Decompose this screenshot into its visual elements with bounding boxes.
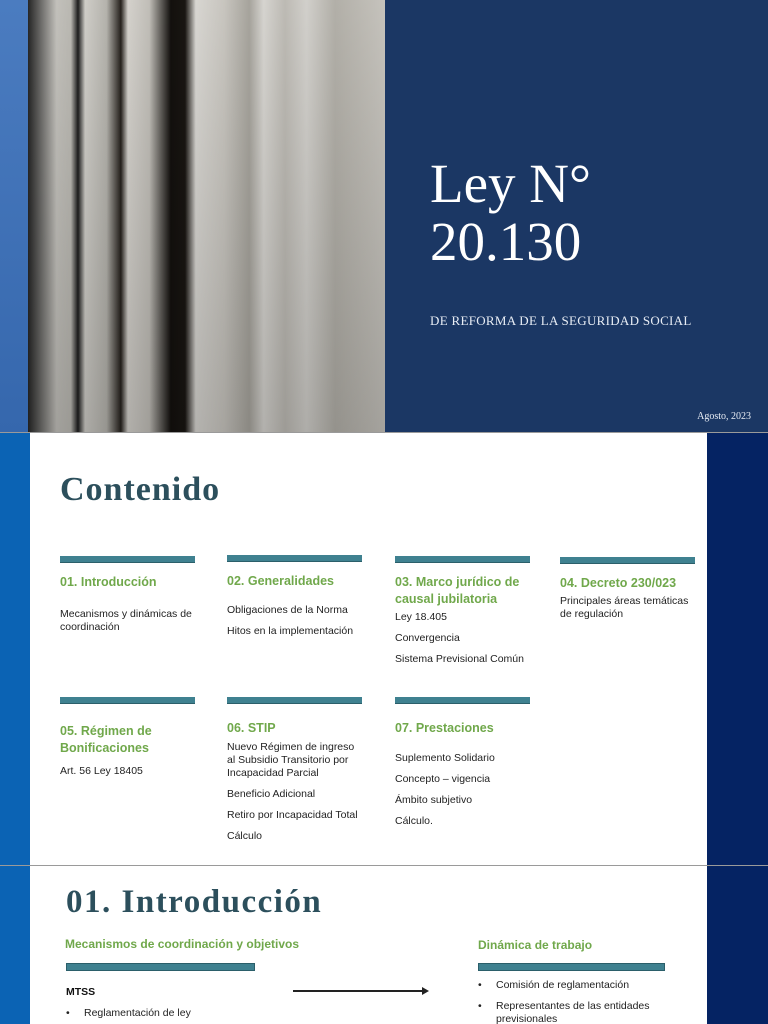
card-item: Nuevo Régimen de ingreso al Subsidio Transitorio por Incapacidad Parcial xyxy=(227,741,355,779)
cover-side-bar xyxy=(0,0,28,432)
card-title: 07. Prestaciones xyxy=(395,721,494,735)
contents-card-7 xyxy=(395,697,530,828)
contents-card-1 xyxy=(60,556,195,634)
contents-card-2 xyxy=(227,555,362,638)
card-item: Obligaciones de la Norma xyxy=(227,604,348,616)
card-item: Hitos en la implementación xyxy=(227,625,354,637)
intro-left-title: Mecanismos de coordinación y objetivos xyxy=(65,937,300,951)
intro-right-bullet: • Representantes de las entidades previsionales xyxy=(478,1000,650,1024)
cover-subtitle: DE REFORMA DE LA SEGURIDAD SOCIAL xyxy=(430,313,692,328)
card-title: 03. Marco jurídico de causal jubilatoria xyxy=(395,575,520,606)
cover-slide xyxy=(0,0,768,432)
card-accent-bar xyxy=(227,697,362,704)
intro-right-bar xyxy=(478,963,665,971)
card-title: 06. STIP xyxy=(227,721,276,735)
card-item: Cálculo xyxy=(227,830,263,842)
card-item: Retiro por Incapacidad Total xyxy=(227,809,358,821)
card-title: 04. Decreto 230/023 xyxy=(560,576,677,590)
cover-title-line1: Ley N° xyxy=(430,153,591,214)
card-item: Suplemento Solidario xyxy=(395,752,495,764)
card-item: Cálculo. xyxy=(395,815,433,827)
book-pages-image xyxy=(28,0,385,432)
intro-right-bullet: • Comisión de reglamentación xyxy=(478,979,630,991)
card-accent-bar xyxy=(60,556,195,563)
contents-card-4 xyxy=(560,557,695,621)
card-item: Convergencia xyxy=(395,632,460,644)
card-title: 05. Régimen de Bonificaciones xyxy=(60,724,152,755)
card-accent-bar xyxy=(227,555,362,562)
arrow-right-icon xyxy=(293,990,423,992)
contents-slide xyxy=(0,433,768,865)
intro-left-bullet: • Reglamentación de ley xyxy=(66,1007,191,1019)
card-item: Ley 18.405 xyxy=(395,611,447,623)
card-item: Ámbito subjetivo xyxy=(395,794,473,806)
contents-heading: Contenido xyxy=(60,471,221,508)
intro-slide xyxy=(0,866,768,1024)
card-accent-bar xyxy=(60,697,195,704)
card-accent-bar xyxy=(560,557,695,564)
card-title: 02. Generalidades xyxy=(227,574,335,588)
intro-side-left xyxy=(0,866,30,1024)
card-accent-bar xyxy=(395,697,530,704)
card-title: 01. Introducción xyxy=(60,575,157,589)
intro-side-right xyxy=(707,866,768,1024)
intro-heading: 01. Introducción xyxy=(66,884,323,920)
card-item: Principales áreas temáticas de regulación xyxy=(560,595,689,620)
intro-right-title: Dinámica de trabajo xyxy=(478,938,593,952)
card-item: Sistema Previsional Común xyxy=(395,653,524,665)
cover-date: Agosto, 2023 xyxy=(697,411,751,422)
intro-left-bar xyxy=(66,963,255,971)
card-accent-bar xyxy=(395,556,530,563)
card-item: Concepto – vigencia xyxy=(395,773,491,785)
card-item: Beneficio Adicional xyxy=(227,788,316,800)
contents-side-right xyxy=(707,433,768,865)
contents-card-3 xyxy=(395,556,530,666)
card-item: Art. 56 Ley 18405 xyxy=(60,765,143,777)
contents-card-6 xyxy=(227,697,362,843)
card-item: Mecanismos y dinámicas de coordinación xyxy=(60,608,192,633)
contents-card-5 xyxy=(60,697,195,778)
cover-title xyxy=(430,155,591,271)
intro-left-label: MTSS xyxy=(66,986,96,998)
cover-title-line2: 20.130 xyxy=(430,211,582,272)
contents-side-left xyxy=(0,433,30,865)
